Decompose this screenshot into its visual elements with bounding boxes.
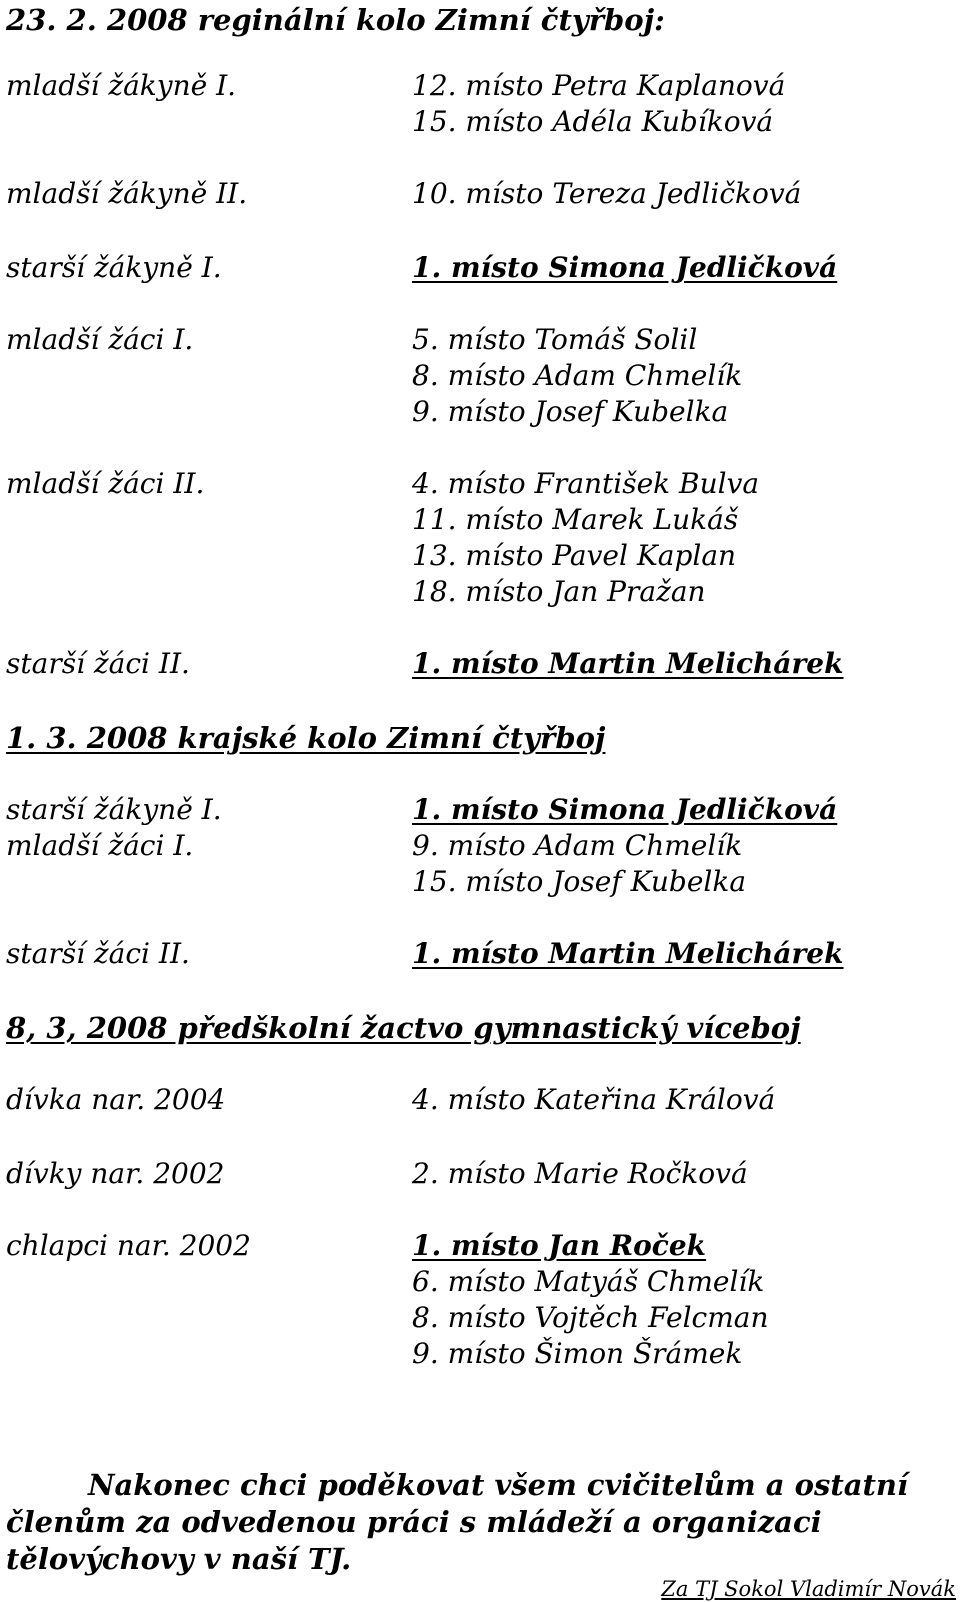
s1-result: 18. místo Jan Pražan bbox=[412, 575, 706, 608]
s1-result-winner: 1. místo Simona Jedličková bbox=[412, 251, 838, 284]
s1-category-mladsi-zakyne-2: mladší žákyně II. bbox=[6, 177, 248, 210]
s2-result: 9. místo Adam Chmelík bbox=[412, 829, 743, 862]
s1-category-starsi-zaci-2: starší žáci II. bbox=[6, 647, 190, 680]
s3-result-winner: 1. místo Jan Roček bbox=[412, 1229, 707, 1262]
closing-line-3: tělovýchovy v naší TJ. bbox=[6, 1542, 352, 1576]
closing-line-2: členům za odvedenou práci s mládeží a organizaci bbox=[6, 1505, 822, 1539]
s1-category-mladsi-zaci-2: mladší žáci II. bbox=[6, 467, 205, 500]
s3-result: 4. místo Kateřina Králová bbox=[412, 1083, 776, 1116]
s3-category-chlapci-2002: chlapci nar. 2002 bbox=[6, 1229, 251, 1262]
section1-title: 23. 2. 2008 reginální kolo Zimní čtyřboj: bbox=[6, 3, 665, 37]
s1-result: 9. místo Josef Kubelka bbox=[412, 395, 729, 428]
s2-category-starsi-zaci-2: starší žáci II. bbox=[6, 937, 190, 970]
s1-category-mladsi-zaci-1: mladší žáci I. bbox=[6, 323, 194, 356]
s1-result: 11. místo Marek Lukáš bbox=[412, 503, 739, 536]
s1-result: 13. místo Pavel Kaplan bbox=[412, 539, 737, 572]
s2-result-winner: 1. místo Simona Jedličková bbox=[412, 793, 838, 826]
closing-paragraph bbox=[6, 1467, 956, 1578]
s2-result-winner: 1. místo Martin Melichárek bbox=[412, 937, 844, 970]
s1-result: 15. místo Adéla Kubíková bbox=[412, 105, 774, 138]
s3-result: 8. místo Vojtěch Felcman bbox=[412, 1301, 769, 1334]
s1-result: 10. místo Tereza Jedličková bbox=[412, 177, 802, 210]
s2-category-mladsi-zaci-1: mladší žáci I. bbox=[6, 829, 194, 862]
s2-result: 15. místo Josef Kubelka bbox=[412, 865, 747, 898]
section2-title: 1. 3. 2008 krajské kolo Zimní čtyřboj bbox=[6, 721, 606, 755]
s1-result: 8. místo Adam Chmelík bbox=[412, 359, 743, 392]
s3-category-divky-2002: dívky nar. 2002 bbox=[6, 1157, 225, 1190]
s1-category-mladsi-zakyne-1: mladší žákyně I. bbox=[6, 69, 237, 102]
closing-line-1: Nakonec chci poděkovat všem cvičitelům a ostatní bbox=[88, 1468, 909, 1502]
s3-result: 2. místo Marie Ročková bbox=[412, 1157, 748, 1190]
section3-title: 8, 3, 2008 předškolní žactvo gymnastický víceboj bbox=[6, 1011, 801, 1045]
s2-category-starsi-zakyne-1: starší žákyně I. bbox=[6, 793, 222, 826]
s3-result: 6. místo Matyáš Chmelík bbox=[412, 1265, 765, 1298]
s1-result-winner: 1. místo Martin Melichárek bbox=[412, 647, 844, 680]
s3-category-divka-2004: dívka nar. 2004 bbox=[6, 1083, 226, 1116]
s1-result: 4. místo František Bulva bbox=[412, 467, 760, 500]
s1-result: 12. místo Petra Kaplanová bbox=[412, 69, 786, 102]
s1-result: 5. místo Tomáš Solil bbox=[412, 323, 698, 356]
s3-result: 9. místo Šimon Šrámek bbox=[412, 1337, 743, 1370]
s1-category-starsi-zakyne-1: starší žákyně I. bbox=[6, 251, 222, 284]
signature: Za TJ Sokol Vladimír Novák bbox=[661, 1577, 956, 1601]
